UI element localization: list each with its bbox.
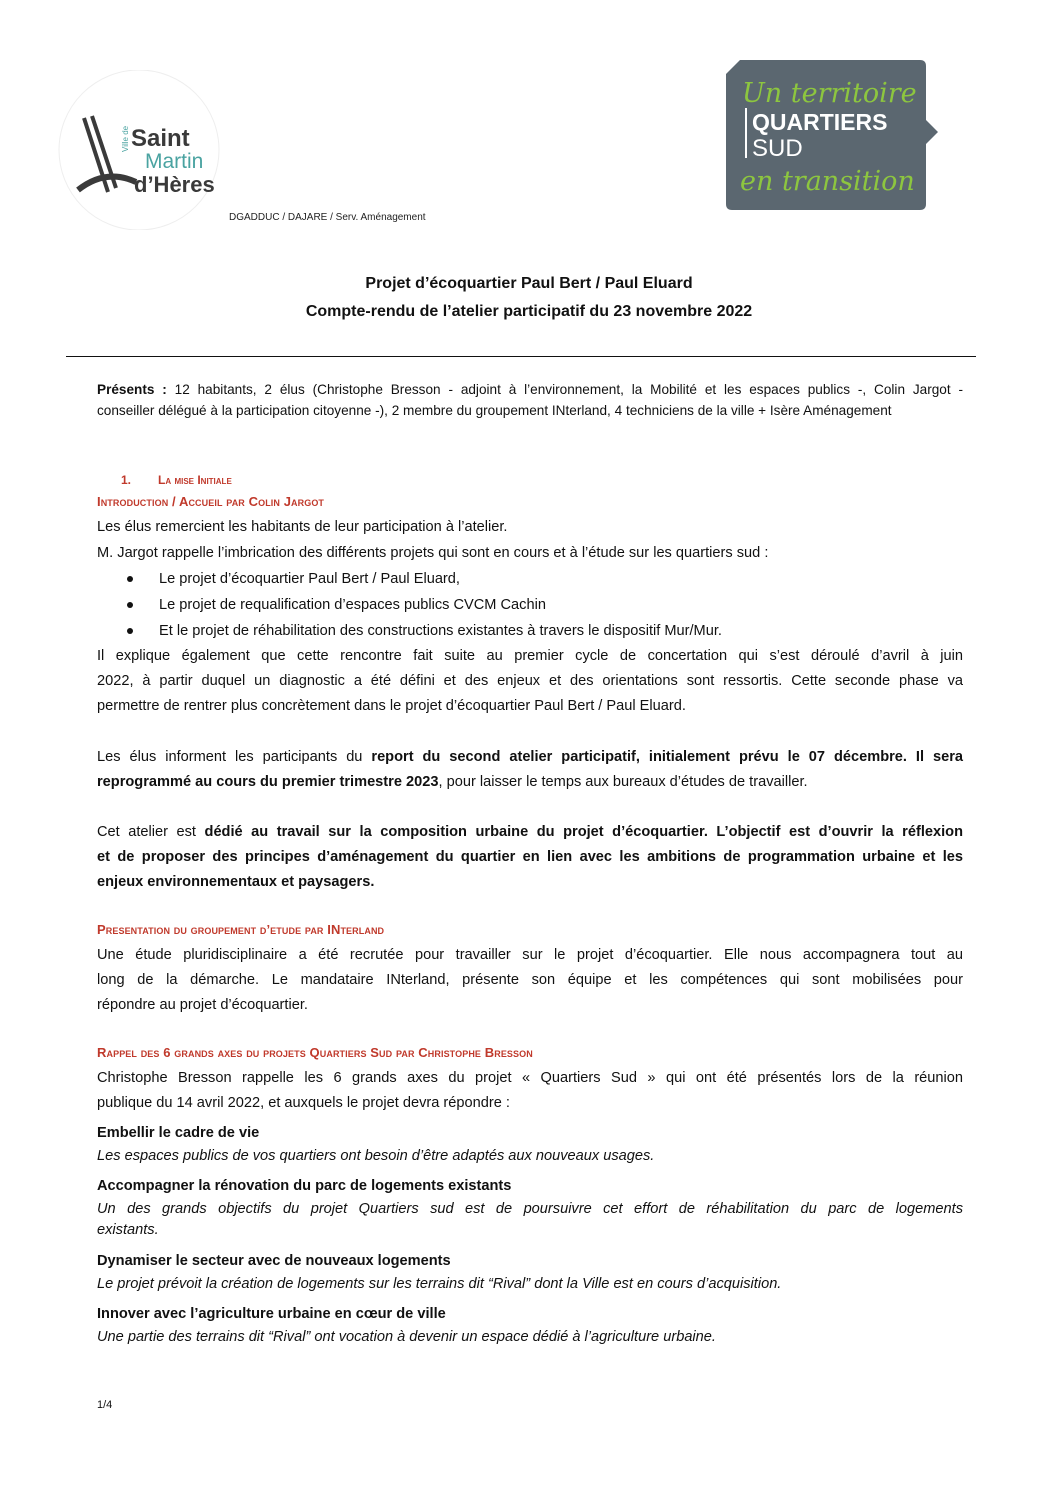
paragraph-imbrication: M. Jargot rappelle l’imbrication des différents projets qui sont en cours et à l’étude sur les quartiers sud : [97,545,769,561]
logo-ville-de: Ville de [121,125,130,152]
axes-heading: Rappel des 6 grands axes du projets Quartiers Sud par Christophe Bresson [97,1045,533,1060]
report-bold: report du second atelier participatif, initialement prévu le 07 décembre. Il sera [371,749,964,765]
logo-quartiers: QUARTIERS [752,109,888,135]
axis-description: existants. [97,1222,159,1238]
logo-saint: Saint [131,125,190,152]
paragraph-axes-line-2: publique du 14 avril 2022, et auxquels le projet devra répondre : [97,1095,510,1111]
report-bold-2: reprogrammé au cours du premier trimestre 2023 [97,774,439,790]
saint-martin-dheres-logo [56,70,222,230]
service-reference: DGADDUC / DAJARE / Serv. Aménagement [229,212,426,223]
attendees-text-1: 12 habitants, 2 élus (Christophe Bresson - adjoint à l’environnement, la Mobilité et les espaces publics -, Colin Jargot - [166,382,964,397]
paragraph-concertation-line-3: permettre de rentrer plus concrètement dans le projet d’écoquartier Paul Bert / Paul Eluard. [97,698,686,714]
title-divider [66,356,976,357]
report-text-2: , pour laisser le temps aux bureaux d’études de travailler. [438,774,808,790]
document-subtitle: Compte-rendu de l’atelier participatif du 23 novembre 2022 [305,303,753,320]
section-heading [121,473,232,487]
attendees-line-1 [97,379,963,400]
axis-description: Un des grands objectifs du projet Quartiers sud est de poursuivre cet effort de réhabilitation du parc de logements [97,1201,963,1217]
axis-title: Embellir le cadre de vie [97,1125,260,1141]
paragraph-report-line-1 [97,746,963,768]
paragraph-atelier-line-1 [97,821,963,843]
quartiers-sud-logo [726,60,940,210]
axis-title: Dynamiser le secteur avec de nouveaux logements [97,1253,451,1269]
logo-martin: Martin [145,150,204,173]
paragraph-etude-line-2: long de la démarche. Le mandataire INterland, présente son équipe et les compétences qui sont mobilisées pour [97,972,963,988]
logo-en-transition: en transition [740,166,915,197]
attendees-label: Présents : [97,382,167,397]
bullet-icon [127,628,133,634]
list-item-text: Le projet de requalification d’espaces publics CVCM Cachin [159,597,546,613]
page-number: 1/4 [97,1399,113,1411]
paragraph-atelier-line-3: enjeux environnementaux et paysagers. [97,874,375,890]
atelier-bold: dédié au travail sur la composition urbaine du projet d’écoquartier. L’objectif est d’ouvrir la réflexion [204,824,963,840]
axis-description: Une partie des terrains dit “Rival” ont vocation à devenir un espace dédié à l’agriculture urbaine. [97,1329,716,1345]
paragraph-etude-line-3: répondre au projet d’écoquartier. [97,997,308,1013]
axis-title: Accompagner la rénovation du parc de logements existants [97,1178,512,1194]
document-title: Projet d’écoquartier Paul Bert / Paul Eluard [365,275,693,292]
paragraph-report-line-2 [97,771,963,793]
atelier-text: Cet atelier est [97,824,205,840]
paragraph-concertation-line-1: Il explique également que cette rencontre fait suite au premier cycle de concertation qui s’est déroulé d’avril à juin [97,648,963,664]
attendees-line-2: conseiller délégué à la participation citoyenne -), 2 membre du groupement INterland, 4 techniciens de la ville + Isère Aménagement [97,403,892,418]
logo-un-territoire: Un territoire [742,78,917,109]
list-item-text: Le projet d’écoquartier Paul Bert / Paul Eluard, [159,571,460,587]
logo-sud: SUD [752,135,803,162]
logo-dheres: d’Hères [134,172,215,197]
report-text: Les élus informent les participants du [97,749,372,765]
presentation-heading: Presentation du groupement d’etude par INterland [97,922,385,937]
paragraph-thanks: Les élus remercient les habitants de leur participation à l’atelier. [97,519,508,535]
axis-title: Innover avec l’agriculture urbaine en cœur de ville [97,1306,446,1322]
axis-description: Le projet prévoit la création de logements sur les terrains dit “Rival” dont la Ville est en cours d’acquisition. [97,1276,782,1292]
paragraph-etude-line-1: Une étude pluridisciplinaire a été recrutée pour travailler sur le projet d’écoquartier. Elle nous accompagnera tout au [97,947,963,963]
bullet-icon [127,602,133,608]
bullet-icon [127,576,133,582]
paragraph-atelier-line-2: et de proposer des principes d’aménagement du quartier en lien avec les ambitions de programmation urbaine et les [97,849,963,865]
section-number: 1. [121,473,132,487]
intro-heading: Introduction / Accueil par Colin Jargot [97,494,325,509]
paragraph-concertation-line-2: 2022, à partir duquel un diagnostic a été défini et des enjeux et des orientations sont ressortis. Cette seconde phase va [97,673,963,689]
section-title: La mise Initiale [158,473,232,487]
list-item-text: Et le projet de réhabilitation des constructions existantes à travers le dispositif Mur/Mur. [159,623,722,639]
axis-description: Les espaces publics de vos quartiers ont besoin d’être adaptés aux nouveaux usages. [97,1148,655,1164]
paragraph-axes-line-1: Christophe Bresson rappelle les 6 grands axes du projet « Quartiers Sud » qui ont été présentés lors de la réunion [97,1070,963,1086]
